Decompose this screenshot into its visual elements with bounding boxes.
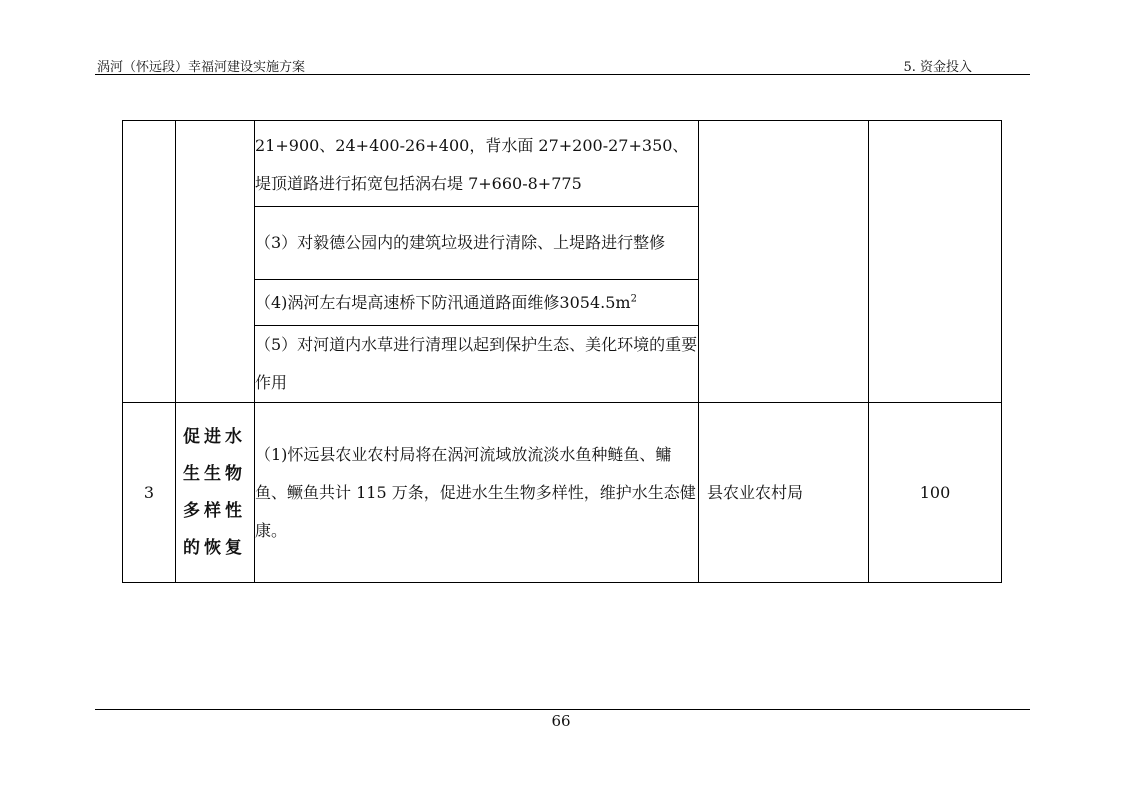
budget-table — [122, 120, 1002, 583]
footer-divider — [95, 709, 1030, 710]
superscript-2: 2 — [630, 293, 637, 305]
content-item-4-text: （4)涡河左右堤高速桥下防汛通道路面维修3054.5m — [255, 292, 631, 312]
row-number: 3 — [123, 403, 176, 583]
page-number: 66 — [551, 712, 571, 730]
content-item-5: （5）对河道内水草进行清理以起到保护生态、美化环境的重要作用 — [255, 326, 699, 403]
content-item-continued: 21+900、24+400-26+400，背水面 27+200-27+350、堤顶道路进行拓宽包括涡右堤 7+660-8+775 — [255, 121, 699, 207]
department: 县农业农村局 — [699, 403, 869, 583]
header-divider — [95, 74, 1030, 75]
amount-cell-continued — [869, 121, 1002, 403]
amount: 100 — [869, 403, 1002, 583]
number-cell-continued — [123, 121, 176, 403]
header-title: 涡河（怀远段）幸福河建设实施方案 — [97, 60, 306, 75]
department-cell-continued — [699, 121, 869, 403]
content-item-3: （3）对毅德公园内的建筑垃圾进行清除、上堤路进行整修 — [255, 207, 699, 280]
header-section: 5. 资金投入 — [903, 60, 972, 75]
project-content: （1)怀远县农业农村局将在涡河流域放流淡水鱼种鲢鱼、鳙鱼、鳜鱼共计 115 万条，促进水生生物多样性，维护水生态健康。 — [255, 403, 699, 583]
project-name: 促进水生生物多样性的恢复 — [176, 403, 255, 583]
content-item-4 — [255, 280, 699, 326]
name-cell-continued — [176, 121, 255, 403]
